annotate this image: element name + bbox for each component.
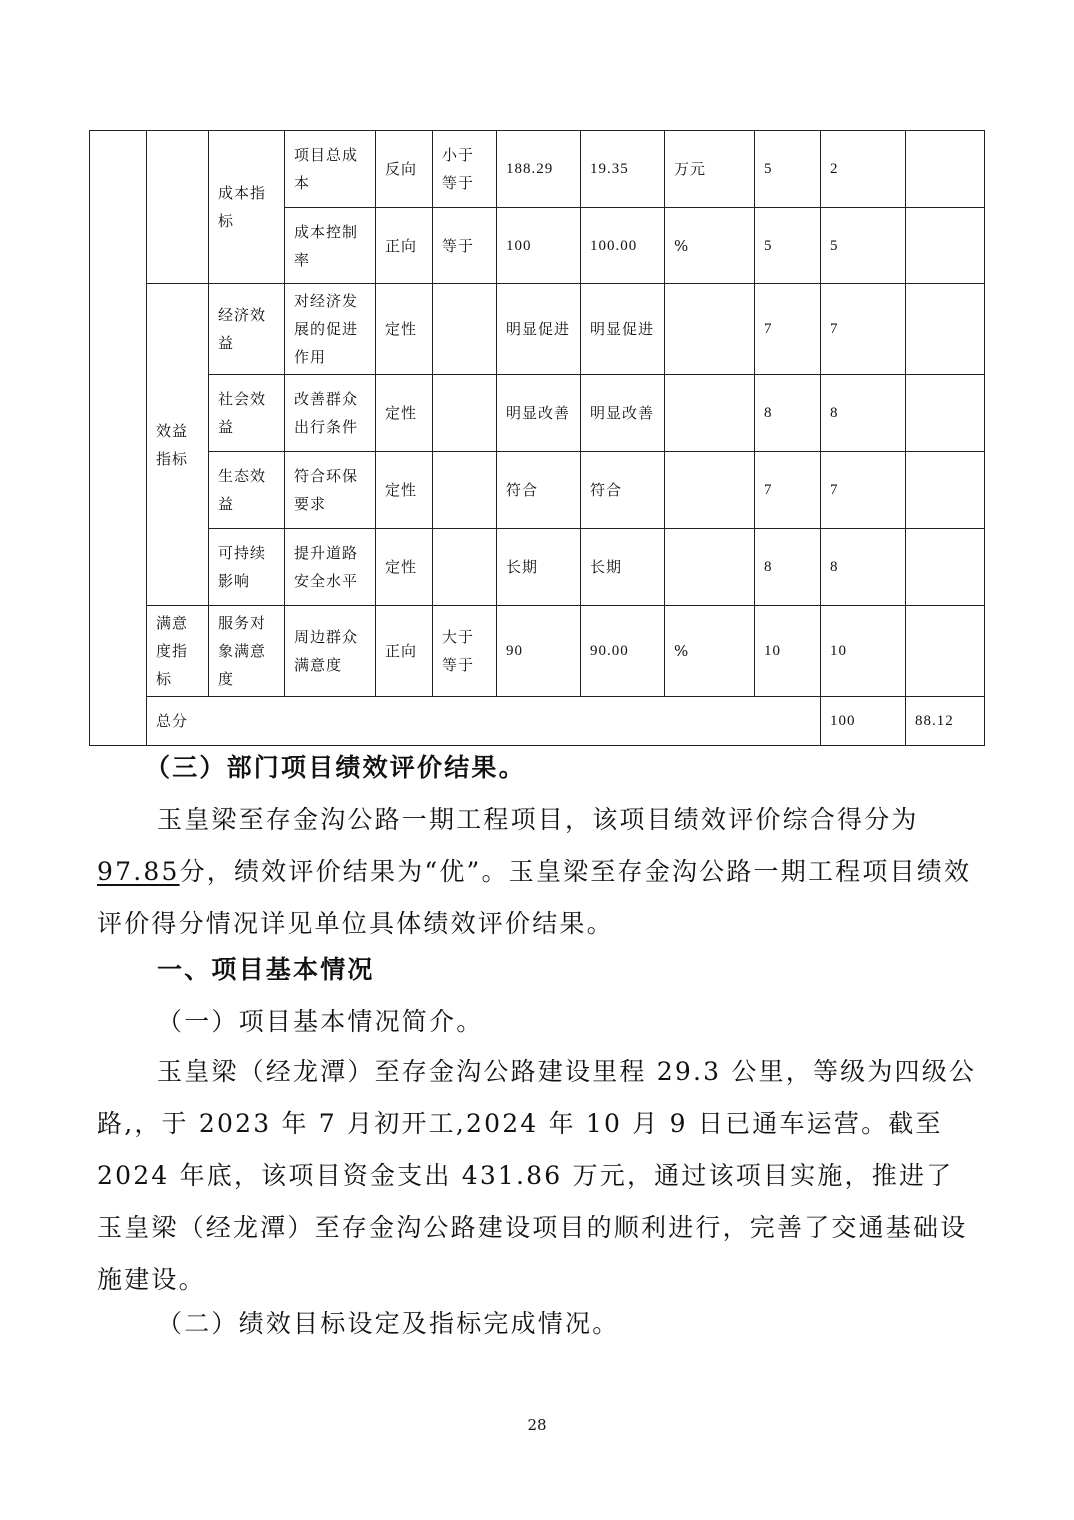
table-row bbox=[90, 131, 985, 208]
section3-paragraph bbox=[97, 794, 977, 950]
target-value: 明显改善 bbox=[497, 375, 581, 452]
indicator-name: 对经济发展的促进作用 bbox=[285, 284, 376, 375]
unit-cell bbox=[665, 284, 755, 375]
remark-cell bbox=[906, 452, 985, 529]
actual-value: 19.35 bbox=[581, 131, 665, 208]
unit-cell bbox=[665, 529, 755, 606]
relation-cell: 小于等于 bbox=[433, 131, 497, 208]
table-row bbox=[90, 452, 985, 529]
remark-cell bbox=[906, 284, 985, 375]
indicator-name: 项目总成本 bbox=[285, 131, 376, 208]
total-weight: 100 bbox=[821, 697, 906, 746]
target-value: 188.29 bbox=[497, 131, 581, 208]
table-row bbox=[90, 284, 985, 375]
direction-cell: 反向 bbox=[376, 131, 433, 208]
relation-cell bbox=[433, 529, 497, 606]
remark-cell bbox=[906, 208, 985, 284]
remark-cell bbox=[906, 375, 985, 452]
part1-heading: 一、项目基本情况 bbox=[157, 955, 375, 984]
relation-cell bbox=[433, 284, 497, 375]
subsection1-paragraph: 玉皇梁（经龙潭）至存金沟公路建设里程 29.3 公里，等级为四级公路,，于 2023 年 7 月初开工,2024 年 10 月 9 日已通车运营。截至 2024 年底，该项目资金支出 431.86 万元，通过该项目实施，推进了玉皇梁（经龙潭）至存金沟公路建设项目的顺利进行，完善了交通基础设施建设。 bbox=[97, 1057, 977, 1294]
indicator-name: 改善群众出行条件 bbox=[285, 375, 376, 452]
indicator-name: 提升道路安全水平 bbox=[285, 529, 376, 606]
indicator-group: 生态效益 bbox=[209, 452, 285, 529]
unit-cell: % bbox=[665, 208, 755, 284]
indicator-group: 服务对象满意度 bbox=[209, 606, 285, 697]
weight-cell: 7 bbox=[755, 284, 821, 375]
score-cell: 8 bbox=[821, 529, 906, 606]
table-row bbox=[90, 375, 985, 452]
performance-indicator-table bbox=[89, 130, 985, 746]
target-value: 100 bbox=[497, 208, 581, 284]
section3-heading: （三）部门项目绩效评价结果。 bbox=[145, 753, 526, 782]
page-number: 28 bbox=[527, 1416, 547, 1434]
remark-cell bbox=[906, 606, 985, 697]
blank-level1-cell bbox=[90, 131, 147, 746]
target-value: 符合 bbox=[497, 452, 581, 529]
relation-cell: 大于等于 bbox=[433, 606, 497, 697]
unit-cell: 万元 bbox=[665, 131, 755, 208]
blank-level2-cell bbox=[147, 131, 209, 284]
indicator-name: 符合环保要求 bbox=[285, 452, 376, 529]
table-row bbox=[90, 606, 985, 697]
para-text-after: 分，绩效评价结果为“优”。玉皇梁至存金沟公路一期工程项目绩效评价得分情况详见单位具体绩效评价结果。 bbox=[97, 857, 972, 938]
actual-value: 符合 bbox=[581, 452, 665, 529]
indicator-name: 周边群众满意度 bbox=[285, 606, 376, 697]
score-cell: 2 bbox=[821, 131, 906, 208]
unit-cell: % bbox=[665, 606, 755, 697]
indicator-name: 成本控制率 bbox=[285, 208, 376, 284]
relation-cell bbox=[433, 452, 497, 529]
weight-cell: 8 bbox=[755, 529, 821, 606]
score-cell: 5 bbox=[821, 208, 906, 284]
direction-cell: 正向 bbox=[376, 606, 433, 697]
direction-cell: 正向 bbox=[376, 208, 433, 284]
score-cell: 8 bbox=[821, 375, 906, 452]
weight-cell: 5 bbox=[755, 131, 821, 208]
indicator-group: 可持续影响 bbox=[209, 529, 285, 606]
remark-cell bbox=[906, 529, 985, 606]
weight-cell: 7 bbox=[755, 452, 821, 529]
weight-cell: 8 bbox=[755, 375, 821, 452]
relation-cell bbox=[433, 375, 497, 452]
score-cell: 7 bbox=[821, 452, 906, 529]
para-text-before: 玉皇梁至存金沟公路一期工程项目，该项目绩效评价综合得分为 bbox=[157, 805, 919, 834]
weight-cell: 5 bbox=[755, 208, 821, 284]
remark-cell bbox=[906, 131, 985, 208]
total-label: 总分 bbox=[147, 697, 821, 746]
table-row bbox=[90, 529, 985, 606]
target-value: 长期 bbox=[497, 529, 581, 606]
unit-cell bbox=[665, 375, 755, 452]
target-value: 明显促进 bbox=[497, 284, 581, 375]
subsection1-heading: （一）项目基本情况简介。 bbox=[157, 1007, 484, 1036]
actual-value: 100.00 bbox=[581, 208, 665, 284]
direction-cell: 定性 bbox=[376, 452, 433, 529]
actual-value: 长期 bbox=[581, 529, 665, 606]
overall-score: 97.85 bbox=[97, 857, 180, 886]
actual-value: 90.00 bbox=[581, 606, 665, 697]
score-cell: 7 bbox=[821, 284, 906, 375]
benefit-category-label: 效益指标 bbox=[147, 284, 209, 606]
indicator-group: 社会效益 bbox=[209, 375, 285, 452]
unit-cell bbox=[665, 452, 755, 529]
direction-cell: 定性 bbox=[376, 375, 433, 452]
relation-cell: 等于 bbox=[433, 208, 497, 284]
target-value: 90 bbox=[497, 606, 581, 697]
actual-value: 明显改善 bbox=[581, 375, 665, 452]
indicator-group: 经济效益 bbox=[209, 284, 285, 375]
actual-value: 明显促进 bbox=[581, 284, 665, 375]
subsection2-heading: （二）绩效目标设定及指标完成情况。 bbox=[157, 1309, 620, 1338]
cost-group-label: 成本指标 bbox=[209, 131, 285, 284]
total-score: 88.12 bbox=[906, 697, 985, 746]
score-cell: 10 bbox=[821, 606, 906, 697]
weight-cell: 10 bbox=[755, 606, 821, 697]
direction-cell: 定性 bbox=[376, 529, 433, 606]
total-row bbox=[90, 697, 985, 746]
direction-cell: 定性 bbox=[376, 284, 433, 375]
satisfaction-category-label: 满意度指标 bbox=[147, 606, 209, 697]
